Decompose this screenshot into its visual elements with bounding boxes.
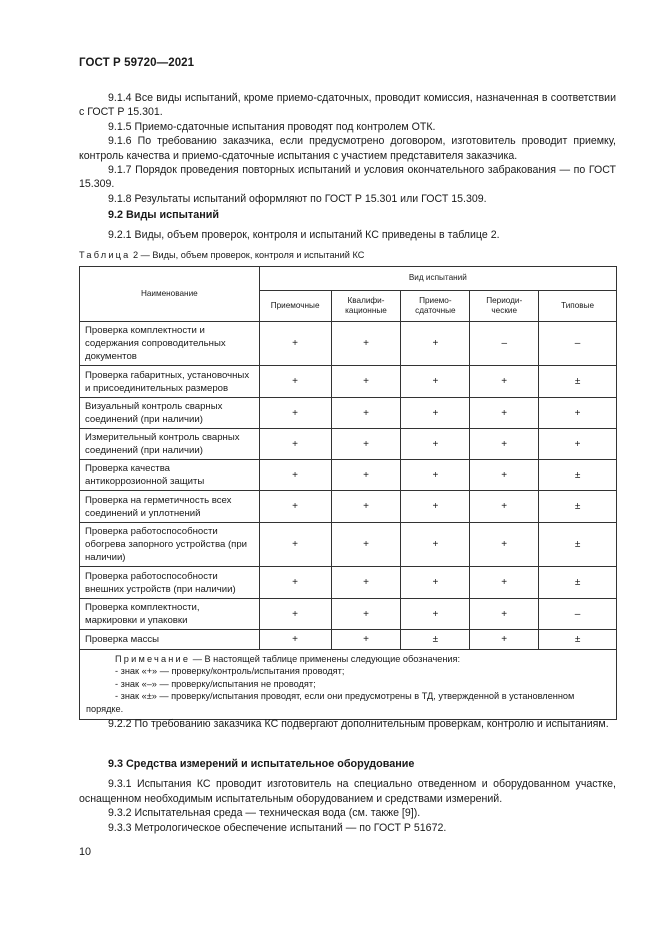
paragraph-9-3-2: 9.3.2 Испытательная среда — техническая вода (см. также [9]). [108, 807, 421, 820]
row-value: + [470, 460, 539, 491]
row-value: + [331, 599, 401, 630]
row-value: + [401, 491, 470, 523]
column-header: Квалифи- кационные [331, 291, 401, 322]
row-value: ± [539, 523, 617, 567]
row-name: Визуальный контроль сварных соединений (при наличии) [80, 398, 260, 429]
row-value: + [259, 429, 331, 460]
row-value: + [401, 398, 470, 429]
paragraph-9-1-6: 9.1.6 По требованию заказчика, если предусмотрено договором, изготовитель проводит приемку, контроль качества и приемо-сдаточные испытания с участием представителя заказчика. [79, 135, 616, 162]
row-value: + [331, 491, 401, 523]
row-value: + [470, 491, 539, 523]
note-item-plusminus-text: - знак «±» — проверку/испытания проводят, если они предусмотрены в ТД, утвержденной в установленном порядке. [86, 691, 575, 714]
row-value: – [470, 322, 539, 366]
row-value: + [259, 398, 331, 429]
row-value: + [470, 429, 539, 460]
paragraph-9-2-2: 9.2.2 По требованию заказчика КС подвергают дополнительным проверкам, контролю и испытаниям. [108, 718, 609, 730]
row-value: + [470, 567, 539, 599]
row-value: + [401, 460, 470, 491]
row-value: + [470, 366, 539, 398]
row-name: Проверка работоспособности обогрева запорного устройства (при наличии) [80, 523, 260, 567]
row-value: + [401, 599, 470, 630]
row-value: + [331, 567, 401, 599]
row-value: ± [401, 630, 470, 650]
table-row [80, 460, 617, 491]
row-value: + [259, 366, 331, 398]
table-row [80, 322, 617, 366]
paragraph-9-1-7: 9.1.7 Порядок проведения повторных испытаний и условия окончательного забракования — по ГОСТ 15.309. [79, 164, 616, 191]
row-value: + [470, 630, 539, 650]
row-name: Проверка на герметичность всех соединений и уплотнений [80, 491, 260, 523]
row-value: + [331, 322, 401, 366]
table-row [80, 491, 617, 523]
note-intro-line [86, 653, 610, 665]
column-header: Приемочные [259, 291, 331, 322]
paragraph-9-3-1: 9.3.1 Испытания КС проводит изготовитель на специально отведенном и оборудованном участке, оснащенном необходимым испытательным оборудованием и средствами измерений. [79, 778, 616, 805]
row-value: + [331, 523, 401, 567]
row-name: Проверка работоспособности внешних устройств (при наличии) [80, 567, 260, 599]
row-value: ± [539, 630, 617, 650]
row-value: + [401, 366, 470, 398]
section-9-3 [79, 757, 616, 835]
section-9-2 [79, 208, 616, 243]
column-header: Приемо- сдаточные [401, 291, 470, 322]
note-item-minus: - знак «–» — проверку/испытания не проводят; [115, 678, 316, 689]
note-item-plus: - знак «+» — проверку/контроль/испытания проводят; [115, 666, 345, 677]
paragraph-9-1-5: 9.1.5 Приемо-сдаточные испытания проводят под контролем ОТК. [108, 120, 436, 133]
column-header: Периоди- ческие [470, 291, 539, 322]
row-value: ± [539, 366, 617, 398]
table-row [80, 599, 617, 630]
row-value: + [401, 322, 470, 366]
table-row [80, 366, 617, 398]
header-name: Наименование [80, 267, 260, 322]
row-value: + [331, 366, 401, 398]
page-number: 10 [79, 846, 92, 858]
row-value: + [259, 523, 331, 567]
row-value: + [470, 599, 539, 630]
row-value: + [259, 491, 331, 523]
test-types-table [79, 266, 617, 720]
row-name: Проверка комплектности и содержания сопроводительных документов [80, 322, 260, 366]
row-value: ± [539, 460, 617, 491]
table-caption [79, 250, 364, 260]
row-value: + [331, 398, 401, 429]
column-header: Типовые [539, 291, 617, 322]
paragraph-9-1-4: 9.1.4 Все виды испытаний, кроме приемо-сдаточных, проводит комиссия, назначенная в соответствии с ГОСТ Р 15.301. [79, 92, 616, 119]
header-test-types: Вид испытаний [259, 267, 616, 291]
row-name: Проверка комплектности, маркировки и упаковки [80, 599, 260, 630]
table-row [80, 523, 617, 567]
paragraph-9-3-3: 9.3.3 Метрологическое обеспечение испытаний — по ГОСТ Р 51672. [108, 821, 447, 834]
row-value: + [401, 567, 470, 599]
row-value: ± [539, 567, 617, 599]
row-value: – [539, 322, 617, 366]
row-value: + [401, 523, 470, 567]
note-intro: — В настоящей таблице применены следующие обозначения: [190, 654, 461, 664]
row-value: + [331, 630, 401, 650]
document-header: ГОСТ Р 59720—2021 [79, 57, 195, 69]
row-value: + [539, 398, 617, 429]
paragraph-9-1-8: 9.1.8 Результаты испытаний оформляют по ГОСТ Р 15.301 или ГОСТ 15.309. [108, 192, 487, 205]
section-heading-9-3: 9.3 Средства измерений и испытательное оборудование [108, 758, 415, 770]
row-value: + [259, 567, 331, 599]
row-value: + [259, 630, 331, 650]
row-value: + [470, 523, 539, 567]
row-value: + [539, 429, 617, 460]
table-row [80, 398, 617, 429]
row-value: + [401, 429, 470, 460]
table-body [80, 322, 617, 650]
table-row [80, 567, 617, 599]
table-note [80, 650, 617, 720]
note-label: Примечание [115, 654, 191, 664]
row-value: + [470, 398, 539, 429]
row-value: + [259, 460, 331, 491]
top-paragraphs [79, 91, 616, 206]
table-caption-label: Таблица [79, 250, 131, 260]
row-value: + [259, 322, 331, 366]
row-name: Проверка массы [80, 630, 260, 650]
section-heading-9-2: 9.2 Виды испытаний [108, 209, 219, 221]
table-row [80, 429, 617, 460]
row-value: ± [539, 491, 617, 523]
paragraph-9-2-2-block [79, 717, 616, 731]
table-row [80, 630, 617, 650]
note-item-plusminus [86, 690, 610, 715]
row-name: Проверка качества антикоррозионной защиты [80, 460, 260, 491]
row-value: + [331, 429, 401, 460]
row-name: Проверка габаритных, установочных и присоединительных размеров [80, 366, 260, 398]
paragraph-9-2-1: 9.2.1 Виды, объем проверок, контроля и испытаний КС приведены в таблице 2. [108, 229, 500, 242]
table-caption-text: 2 — Виды, объем проверок, контроля и испытаний КС [130, 250, 365, 260]
row-name: Измерительный контроль сварных соединений (при наличии) [80, 429, 260, 460]
row-value: + [259, 599, 331, 630]
row-value: + [331, 460, 401, 491]
row-value: – [539, 599, 617, 630]
